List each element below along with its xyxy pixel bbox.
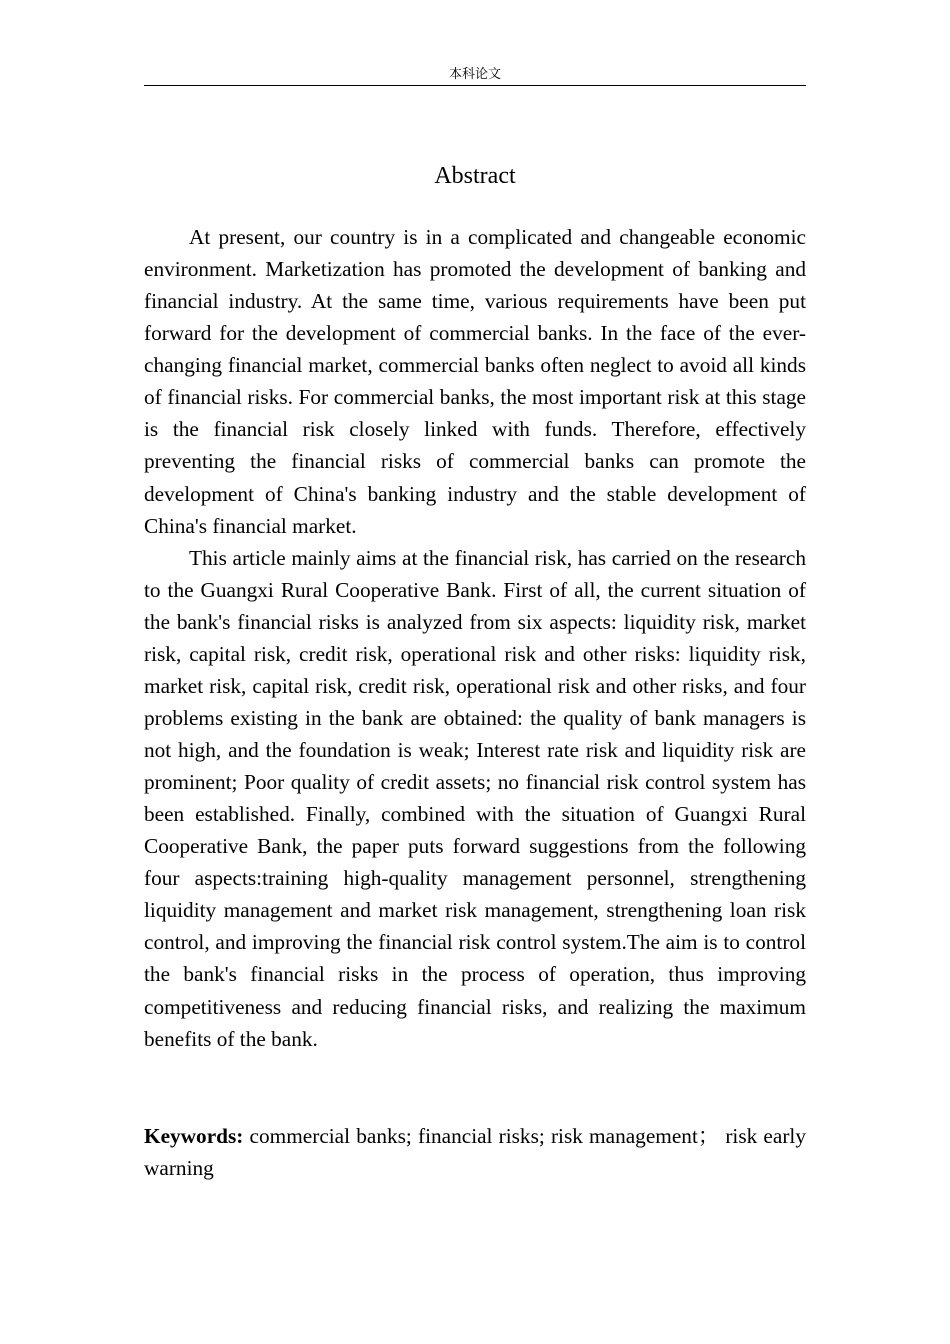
abstract-paragraph: This article mainly aims at the financial risk, has carried on the research to the Guangxi Rural Cooperative Bank. First of all, the current situation of the bank's financial risks is analyzed from six aspects: liquidity risk, market risk, capital risk, credit risk, operational risk and other risks: liquidity risk, market risk, capital risk, credit risk, operational risk and other risks, and four problems existing in the bank are obtained: the quality of bank managers is not high, and the foundation is weak; Interest rate risk and liquidity risk are prominent; Poor quality of credit assets; no financial risk control system has been established. Finally, combined with the situation of Guangxi Rural Cooperative Bank, the paper puts forward suggestions from the following four aspects:training high-quality management personnel, strengthening liquidity management and market risk management, strengthening loan risk control, and improving the financial risk control system.The aim is to control the bank's financial risks in the process of operation, thus improving competitiveness and reducing financial risks, and realizing the maximum benefits of the bank. — [144, 545, 806, 1051]
running-header: 本科论文 — [448, 67, 501, 82]
keywords-label: Keywords: — [144, 1124, 244, 1148]
keywords-text: commercial banks; financial risks; risk management； risk early warning — [144, 1124, 806, 1180]
abstract-paragraph: At present, our country is in a complicated and changeable economic environment. Marketization has promoted the development of banking and financial industry. At the same time, various requirements have been put forward for the development of commercial banks. In the face of the ever-changing financial market, commercial banks often neglect to avoid all kinds of financial risks. For commercial banks, the most important risk at this stage is the financial risk closely linked with funds. Therefore, effectively preventing the financial risks of commercial banks can promote the development of China's banking industry and the stable development of China's financial market. — [144, 225, 806, 538]
header-rule — [144, 85, 806, 86]
keywords — [144, 1120, 806, 1184]
abstract-body — [144, 221, 806, 1055]
abstract-title: Abstract — [434, 163, 516, 189]
